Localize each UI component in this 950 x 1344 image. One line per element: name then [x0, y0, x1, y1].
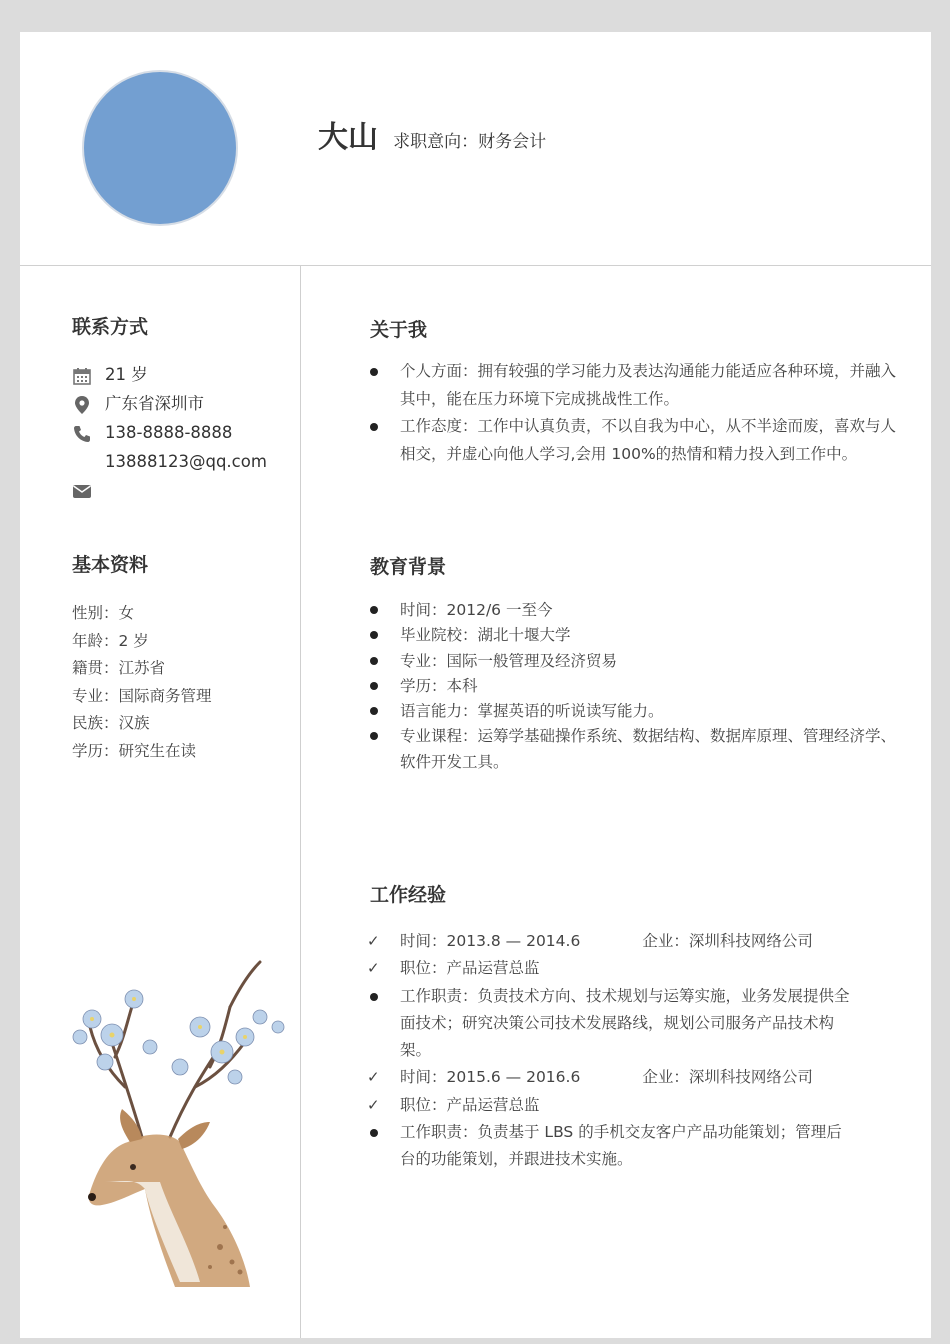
location-text: 广东省深圳市 — [105, 394, 204, 413]
bullet-dot-icon — [370, 606, 378, 614]
basic-ethnicity: 民族：汉族 — [72, 714, 150, 732]
edu-text: 时间：2012/6 一至今 — [400, 601, 553, 619]
work-duty: 工作职责：负责技术方向、技术规划与运筹实施，业务发展提供全面技术；研究决策公司技术发展路线，规划公司服务产品技术构架。 — [400, 986, 850, 1060]
calendar-icon — [72, 366, 92, 386]
bullet-dot-icon — [370, 682, 378, 690]
email-icon — [72, 481, 92, 501]
about-title: 关于我 — [370, 319, 428, 341]
edu-item — [370, 699, 900, 724]
about-text: 个人方面：拥有较强的学习能力及表达沟通能力能适应各种环境，并融入其中，能在压力环境下完成挑战性工作。 — [400, 362, 897, 408]
work-position: 职位：产品运营总监 — [400, 1095, 540, 1114]
basic-major: 专业：国际商务管理 — [72, 686, 212, 705]
bullet-dot-icon — [370, 631, 378, 639]
work-position-row — [367, 1092, 900, 1119]
deer-illustration — [50, 927, 300, 1307]
bullet-dot-icon — [370, 707, 378, 715]
bullet-dot-icon — [370, 423, 378, 431]
work-time-row — [367, 1064, 900, 1091]
about-text: 工作态度：工作中认真负责，不以自我为中心，从不半途而废，喜欢与人相交，并虚心向他人学习,会用 100%的热情和精力投入到工作中。 — [400, 417, 897, 463]
checkmark-icon: ✓ — [367, 932, 380, 950]
edu-item — [370, 598, 900, 623]
edu-text: 专业课程：运筹学基础操作系统、数据结构、数据库原理、管理经济学、软件开发工具。 — [400, 727, 897, 771]
work-position: 职位：产品运营总监 — [400, 959, 540, 978]
job-intent: 求职意向：财务会计 — [393, 132, 547, 152]
basic-origin: 籍贯：江苏省 — [72, 659, 166, 677]
work-list — [367, 928, 900, 1174]
bullet-dot-icon — [370, 732, 378, 740]
work-duty-row — [370, 983, 850, 1065]
name-block — [318, 112, 546, 156]
resume-page — [20, 32, 931, 1338]
resume-header — [20, 32, 931, 266]
education-list — [370, 598, 900, 775]
basic-list — [72, 600, 212, 765]
work-time: 时间：2015.6 — 2016.6 — [400, 1068, 581, 1087]
edu-text: 语言能力：掌握英语的听说读写能力。 — [400, 702, 664, 721]
bullet-dot-icon — [370, 1129, 378, 1137]
edu-item — [370, 674, 900, 699]
phone-text: 138-8888-8888 — [105, 423, 233, 442]
bullet-dot-icon — [370, 368, 378, 376]
work-position-row — [367, 955, 900, 982]
candidate-name: 大山 — [318, 120, 378, 155]
age-text: 21 岁 — [105, 365, 148, 384]
edu-item — [370, 623, 900, 648]
avatar[interactable] — [82, 70, 238, 226]
checkmark-icon: ✓ — [367, 1095, 380, 1114]
about-list — [370, 358, 900, 468]
work-time: 时间：2013.8 — 2014.6 — [400, 932, 581, 950]
checkmark-icon: ✓ — [367, 1068, 380, 1087]
edu-item — [370, 724, 900, 775]
location-icon — [72, 395, 92, 415]
checkmark-icon: ✓ — [367, 959, 380, 978]
education-title: 教育背景 — [370, 556, 447, 578]
column-divider — [300, 266, 301, 1338]
edu-text: 学历：本科 — [400, 676, 478, 695]
bullet-dot-icon — [370, 657, 378, 665]
basic-age: 年龄：2 岁 — [72, 631, 149, 650]
work-duty: 工作职责：负责基于 LBS 的手机交友客户产品功能策划；管理后台的功能策划，并跟进技术实施。 — [400, 1123, 842, 1169]
about-item-personal — [370, 358, 900, 413]
basic-title: 基本资料 — [72, 554, 149, 576]
about-item-attitude — [370, 413, 900, 468]
edu-text: 毕业院校：湖北十堰大学 — [400, 626, 571, 645]
work-company: 企业：深圳科技网络公司 — [642, 932, 813, 950]
basic-education: 学历：研究生在读 — [72, 741, 197, 760]
bullet-dot-icon — [370, 993, 378, 1001]
work-company: 企业：深圳科技网络公司 — [642, 1068, 813, 1087]
work-time-row — [367, 928, 900, 955]
email-text[interactable]: 13888123@qq.com — [105, 452, 267, 471]
edu-item — [370, 649, 900, 674]
basic-gender: 性别：女 — [72, 604, 135, 622]
contact-title: 联系方式 — [72, 316, 149, 338]
phone-icon — [72, 424, 92, 444]
work-title: 工作经验 — [370, 884, 447, 906]
edu-text: 专业：国际一般管理及经济贸易 — [400, 651, 618, 670]
work-duty-row — [370, 1119, 850, 1174]
